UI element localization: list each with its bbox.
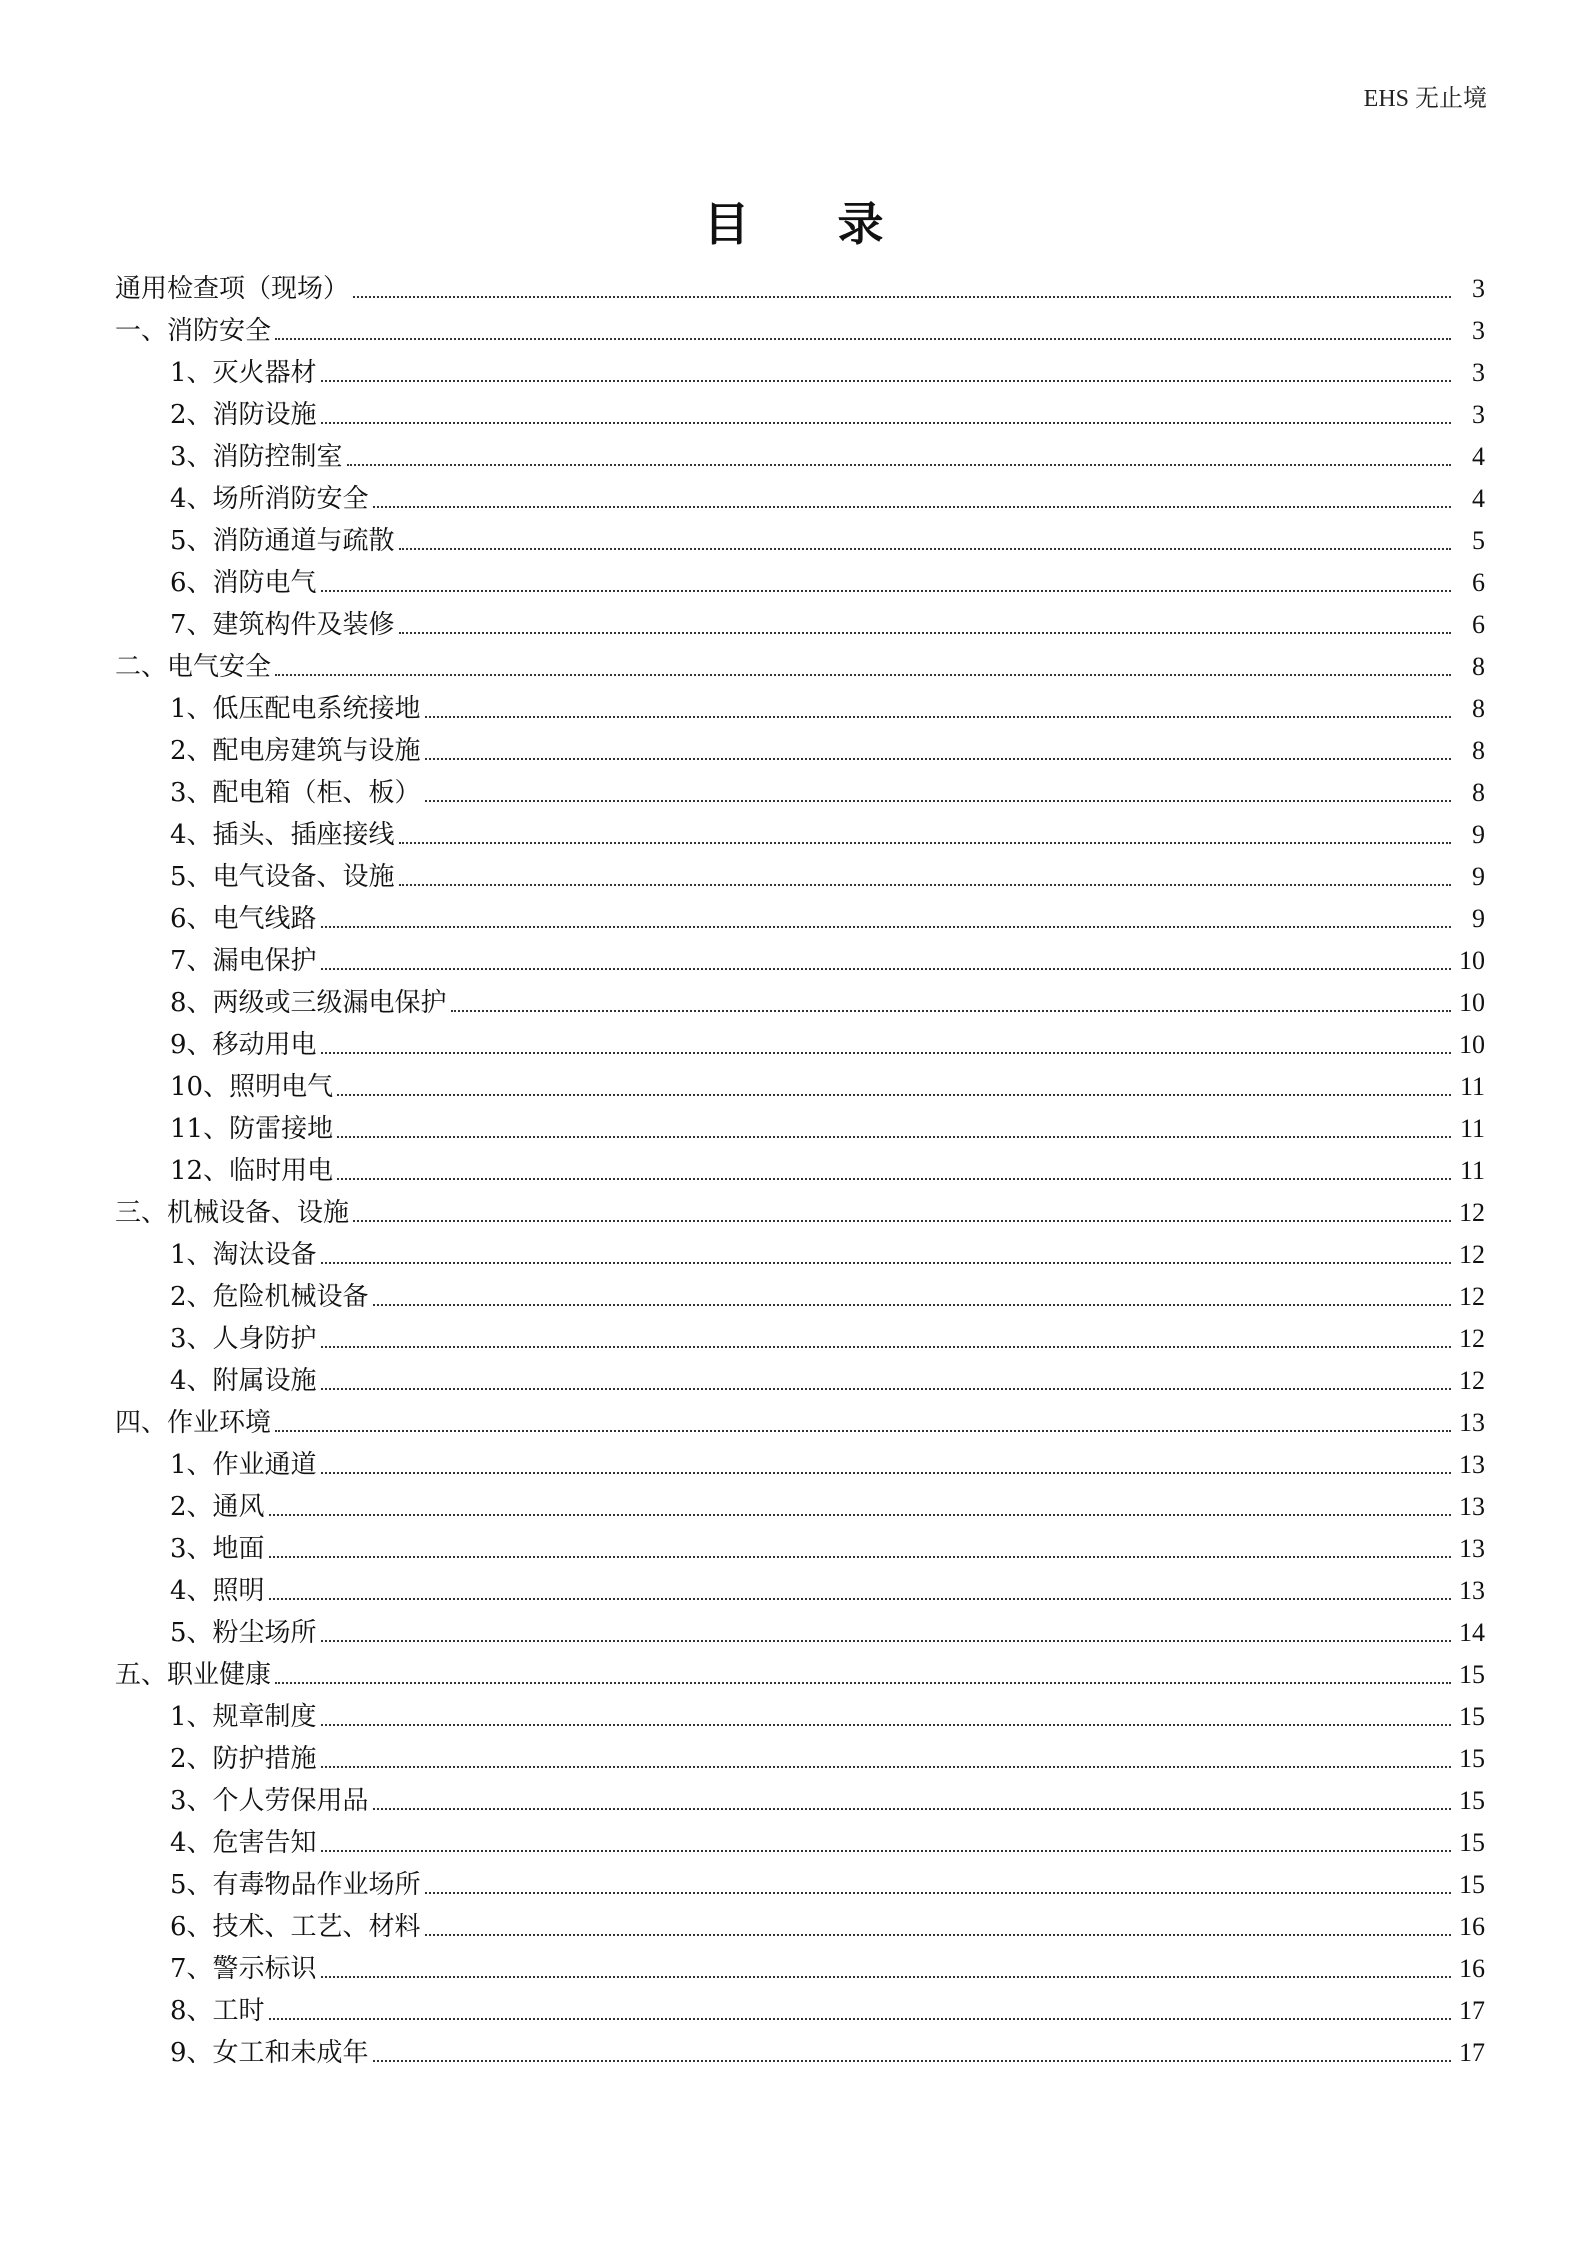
toc-entry[interactable] bbox=[115, 1276, 1485, 1318]
toc-entry-label: 4、插头、插座接线 bbox=[170, 820, 395, 850]
toc-entry[interactable] bbox=[115, 1696, 1485, 1738]
toc-entry[interactable] bbox=[115, 352, 1485, 394]
toc-entry[interactable] bbox=[115, 1570, 1485, 1612]
toc-leader-dots bbox=[321, 1640, 1451, 1642]
toc-entry-page-number: 10 bbox=[1459, 1030, 1485, 1059]
toc-entry-label: 7、建筑构件及装修 bbox=[170, 610, 395, 640]
toc-entry-label: 5、消防通道与疏散 bbox=[170, 526, 395, 556]
toc-entry-page-number: 4 bbox=[1472, 484, 1485, 513]
toc-entry[interactable] bbox=[115, 772, 1485, 814]
toc-leader-dots bbox=[321, 422, 1451, 424]
toc-entry-page-number: 17 bbox=[1459, 2038, 1485, 2067]
toc-entry[interactable] bbox=[115, 1024, 1485, 1066]
toc-entry-label: 三、机械设备、设施 bbox=[115, 1198, 350, 1228]
toc-leader-dots bbox=[399, 548, 1451, 550]
toc-leader-dots bbox=[451, 1010, 1451, 1012]
toc-entry-label: 1、低压配电系统接地 bbox=[170, 694, 421, 724]
toc-leader-dots bbox=[321, 1346, 1451, 1348]
toc-entry-label: 2、通风 bbox=[170, 1492, 265, 1522]
toc-entry-page-number: 15 bbox=[1459, 1870, 1485, 1899]
toc-entry-label: 7、漏电保护 bbox=[170, 946, 317, 976]
toc-entry-page-number: 15 bbox=[1459, 1828, 1485, 1857]
toc-entry-label: 3、人身防护 bbox=[170, 1324, 317, 1354]
toc-entry-label: 6、技术、工艺、材料 bbox=[170, 1912, 421, 1942]
toc-entry-page-number: 6 bbox=[1472, 568, 1485, 597]
toc-entry-page-number: 13 bbox=[1459, 1408, 1485, 1437]
toc-entry-label: 2、消防设施 bbox=[170, 400, 317, 430]
toc-entry-label: 一、消防安全 bbox=[115, 316, 272, 346]
toc-entry-page-number: 5 bbox=[1472, 526, 1485, 555]
toc-entry[interactable] bbox=[115, 730, 1485, 772]
toc-entry-label: 5、粉尘场所 bbox=[170, 1618, 317, 1648]
toc-leader-dots bbox=[269, 1598, 1451, 1600]
toc-leader-dots bbox=[337, 1136, 1451, 1138]
toc-entry-label: 12、临时用电 bbox=[170, 1156, 334, 1186]
toc-entry[interactable] bbox=[115, 646, 1485, 688]
toc-entry-page-number: 13 bbox=[1459, 1576, 1485, 1605]
toc-entry-label: 3、消防控制室 bbox=[170, 442, 343, 472]
toc-leader-dots bbox=[321, 1388, 1451, 1390]
toc-leader-dots bbox=[321, 1472, 1451, 1474]
toc-leader-dots bbox=[275, 338, 1451, 340]
toc-leader-dots bbox=[321, 926, 1451, 928]
toc-entry-page-number: 4 bbox=[1472, 442, 1485, 471]
toc-entry[interactable] bbox=[115, 1318, 1485, 1360]
toc-entry-page-number: 3 bbox=[1472, 358, 1485, 387]
toc-entry-label: 2、防护措施 bbox=[170, 1744, 317, 1774]
toc-entry[interactable] bbox=[115, 1402, 1485, 1444]
toc-leader-dots bbox=[321, 1052, 1451, 1054]
toc-entry-page-number: 13 bbox=[1459, 1450, 1485, 1479]
toc-leader-dots bbox=[373, 1304, 1451, 1306]
toc-leader-dots bbox=[321, 1262, 1451, 1264]
toc-entry-label: 4、照明 bbox=[170, 1576, 265, 1606]
toc-leader-dots bbox=[373, 2060, 1451, 2062]
toc-entry-label: 通用检查项（现场） bbox=[115, 274, 350, 304]
toc-leader-dots bbox=[373, 506, 1451, 508]
toc-entry[interactable] bbox=[115, 2032, 1485, 2074]
toc-leader-dots bbox=[399, 842, 1451, 844]
toc-entry-page-number: 3 bbox=[1472, 274, 1485, 303]
toc-entry-page-number: 6 bbox=[1472, 610, 1485, 639]
toc-entry-label: 五、职业健康 bbox=[115, 1660, 272, 1690]
toc-leader-dots bbox=[321, 590, 1451, 592]
toc-leader-dots bbox=[321, 1850, 1451, 1852]
toc-entry-page-number: 8 bbox=[1472, 736, 1485, 765]
toc-entry-label: 2、配电房建筑与设施 bbox=[170, 736, 421, 766]
toc-entry-page-number: 12 bbox=[1459, 1282, 1485, 1311]
toc-leader-dots bbox=[337, 1178, 1451, 1180]
toc-entry[interactable] bbox=[115, 604, 1485, 646]
toc-entry-label: 1、规章制度 bbox=[170, 1702, 317, 1732]
toc-entry-label: 7、警示标识 bbox=[170, 1954, 317, 1984]
toc-entry[interactable] bbox=[115, 1612, 1485, 1654]
toc-entry[interactable] bbox=[115, 478, 1485, 520]
toc-entry-label: 5、电气设备、设施 bbox=[170, 862, 395, 892]
toc-leader-dots bbox=[425, 800, 1451, 802]
toc-entry-label: 6、消防电气 bbox=[170, 568, 317, 598]
toc-leader-dots bbox=[425, 1892, 1451, 1894]
toc-entry-label: 8、工时 bbox=[170, 1996, 265, 2026]
toc-entry[interactable] bbox=[115, 856, 1485, 898]
page-title: 目 录 bbox=[703, 197, 920, 251]
toc-leader-dots bbox=[269, 1556, 1451, 1558]
toc-entry[interactable] bbox=[115, 1990, 1485, 2032]
toc-entry-page-number: 9 bbox=[1472, 820, 1485, 849]
toc-entry-label: 二、电气安全 bbox=[115, 652, 272, 682]
toc-entry-label: 5、有毒物品作业场所 bbox=[170, 1870, 421, 1900]
toc-entry-label: 四、作业环境 bbox=[115, 1408, 272, 1438]
toc-leader-dots bbox=[321, 1976, 1451, 1978]
toc-entry-page-number: 12 bbox=[1459, 1366, 1485, 1395]
page-header: EHS 无止境 bbox=[1363, 86, 1487, 112]
toc-leader-dots bbox=[269, 2018, 1451, 2020]
toc-leader-dots bbox=[321, 1724, 1451, 1726]
toc-leader-dots bbox=[321, 968, 1451, 970]
toc-entry-page-number: 10 bbox=[1459, 988, 1485, 1017]
toc-entry[interactable] bbox=[115, 982, 1485, 1024]
toc-leader-dots bbox=[275, 1682, 1451, 1684]
toc-entry-page-number: 9 bbox=[1472, 862, 1485, 891]
toc-entry[interactable] bbox=[115, 562, 1485, 604]
toc-entry[interactable] bbox=[115, 1150, 1485, 1192]
toc-entry-page-number: 8 bbox=[1472, 652, 1485, 681]
toc-entry-page-number: 16 bbox=[1459, 1912, 1485, 1941]
toc-entry-page-number: 9 bbox=[1472, 904, 1485, 933]
toc-leader-dots bbox=[425, 716, 1451, 718]
toc-entry-page-number: 13 bbox=[1459, 1492, 1485, 1521]
toc-entry-label: 10、照明电气 bbox=[170, 1072, 334, 1102]
toc-entry[interactable] bbox=[115, 814, 1485, 856]
toc-entry-page-number: 11 bbox=[1459, 1072, 1485, 1101]
toc-leader-dots bbox=[347, 464, 1451, 466]
toc-entry-page-number: 8 bbox=[1472, 778, 1485, 807]
toc-entry[interactable] bbox=[115, 268, 1485, 310]
toc-entry-page-number: 14 bbox=[1459, 1618, 1485, 1647]
toc-entry-page-number: 8 bbox=[1472, 694, 1485, 723]
toc-leader-dots bbox=[269, 1514, 1451, 1516]
toc-entry-page-number: 15 bbox=[1459, 1660, 1485, 1689]
toc-entry-page-number: 15 bbox=[1459, 1786, 1485, 1815]
toc-entry-page-number: 17 bbox=[1459, 1996, 1485, 2025]
toc-entry[interactable] bbox=[115, 1066, 1485, 1108]
toc-leader-dots bbox=[399, 632, 1451, 634]
toc-entry-page-number: 15 bbox=[1459, 1702, 1485, 1731]
toc-entry-label: 11、防雷接地 bbox=[170, 1114, 334, 1144]
toc-entry[interactable] bbox=[115, 436, 1485, 478]
toc-entry-page-number: 11 bbox=[1459, 1114, 1485, 1143]
toc-entry[interactable] bbox=[115, 1486, 1485, 1528]
toc-entry[interactable] bbox=[115, 1234, 1485, 1276]
toc-entry[interactable] bbox=[115, 1444, 1485, 1486]
toc-entry-label: 9、女工和未成年 bbox=[170, 2038, 369, 2068]
toc-entry[interactable] bbox=[115, 520, 1485, 562]
toc-entry-label: 1、淘汰设备 bbox=[170, 1240, 317, 1270]
toc-entry[interactable] bbox=[115, 310, 1485, 352]
toc-entry[interactable] bbox=[115, 940, 1485, 982]
toc-entry-label: 4、场所消防安全 bbox=[170, 484, 369, 514]
toc-leader-dots bbox=[275, 674, 1451, 676]
toc-entry-label: 9、移动用电 bbox=[170, 1030, 317, 1060]
toc-entry-page-number: 12 bbox=[1459, 1240, 1485, 1269]
toc-leader-dots bbox=[399, 884, 1451, 886]
toc-entry-label: 4、危害告知 bbox=[170, 1828, 317, 1858]
toc-entry[interactable] bbox=[115, 1108, 1485, 1150]
toc-entry[interactable] bbox=[115, 688, 1485, 730]
toc-entry-label: 3、个人劳保用品 bbox=[170, 1786, 369, 1816]
toc-entry[interactable] bbox=[115, 1528, 1485, 1570]
table-of-contents bbox=[115, 268, 1485, 2074]
toc-entry-label: 1、灭火器材 bbox=[170, 358, 317, 388]
toc-entry[interactable] bbox=[115, 394, 1485, 436]
toc-entry-label: 4、附属设施 bbox=[170, 1366, 317, 1396]
toc-entry[interactable] bbox=[115, 1654, 1485, 1696]
toc-entry[interactable] bbox=[115, 898, 1485, 940]
toc-leader-dots bbox=[425, 1934, 1451, 1936]
toc-leader-dots bbox=[321, 1766, 1451, 1768]
toc-entry[interactable] bbox=[115, 1360, 1485, 1402]
toc-entry-page-number: 13 bbox=[1459, 1534, 1485, 1563]
toc-entry-page-number: 12 bbox=[1459, 1198, 1485, 1227]
toc-leader-dots bbox=[337, 1094, 1451, 1096]
toc-entry-page-number: 16 bbox=[1459, 1954, 1485, 1983]
toc-entry[interactable] bbox=[115, 1948, 1485, 1990]
toc-entry-label: 6、电气线路 bbox=[170, 904, 317, 934]
toc-leader-dots bbox=[353, 296, 1451, 298]
toc-entry-page-number: 3 bbox=[1472, 400, 1485, 429]
toc-entry-page-number: 3 bbox=[1472, 316, 1485, 345]
toc-entry[interactable] bbox=[115, 1780, 1485, 1822]
toc-entry-page-number: 12 bbox=[1459, 1324, 1485, 1353]
toc-entry[interactable] bbox=[115, 1738, 1485, 1780]
toc-entry[interactable] bbox=[115, 1192, 1485, 1234]
toc-entry[interactable] bbox=[115, 1906, 1485, 1948]
toc-entry-label: 3、地面 bbox=[170, 1534, 265, 1564]
toc-leader-dots bbox=[321, 380, 1451, 382]
toc-entry[interactable] bbox=[115, 1822, 1485, 1864]
toc-entry-page-number: 11 bbox=[1459, 1156, 1485, 1185]
toc-leader-dots bbox=[353, 1220, 1451, 1222]
toc-leader-dots bbox=[425, 758, 1451, 760]
toc-entry[interactable] bbox=[115, 1864, 1485, 1906]
toc-leader-dots bbox=[275, 1430, 1451, 1432]
toc-entry-page-number: 15 bbox=[1459, 1744, 1485, 1773]
toc-entry-page-number: 10 bbox=[1459, 946, 1485, 975]
toc-entry-label: 3、配电箱（柜、板） bbox=[170, 778, 421, 808]
toc-entry-label: 8、两级或三级漏电保护 bbox=[170, 988, 447, 1018]
toc-leader-dots bbox=[373, 1808, 1451, 1810]
toc-entry-label: 1、作业通道 bbox=[170, 1450, 317, 1480]
toc-entry-label: 2、危险机械设备 bbox=[170, 1282, 369, 1312]
